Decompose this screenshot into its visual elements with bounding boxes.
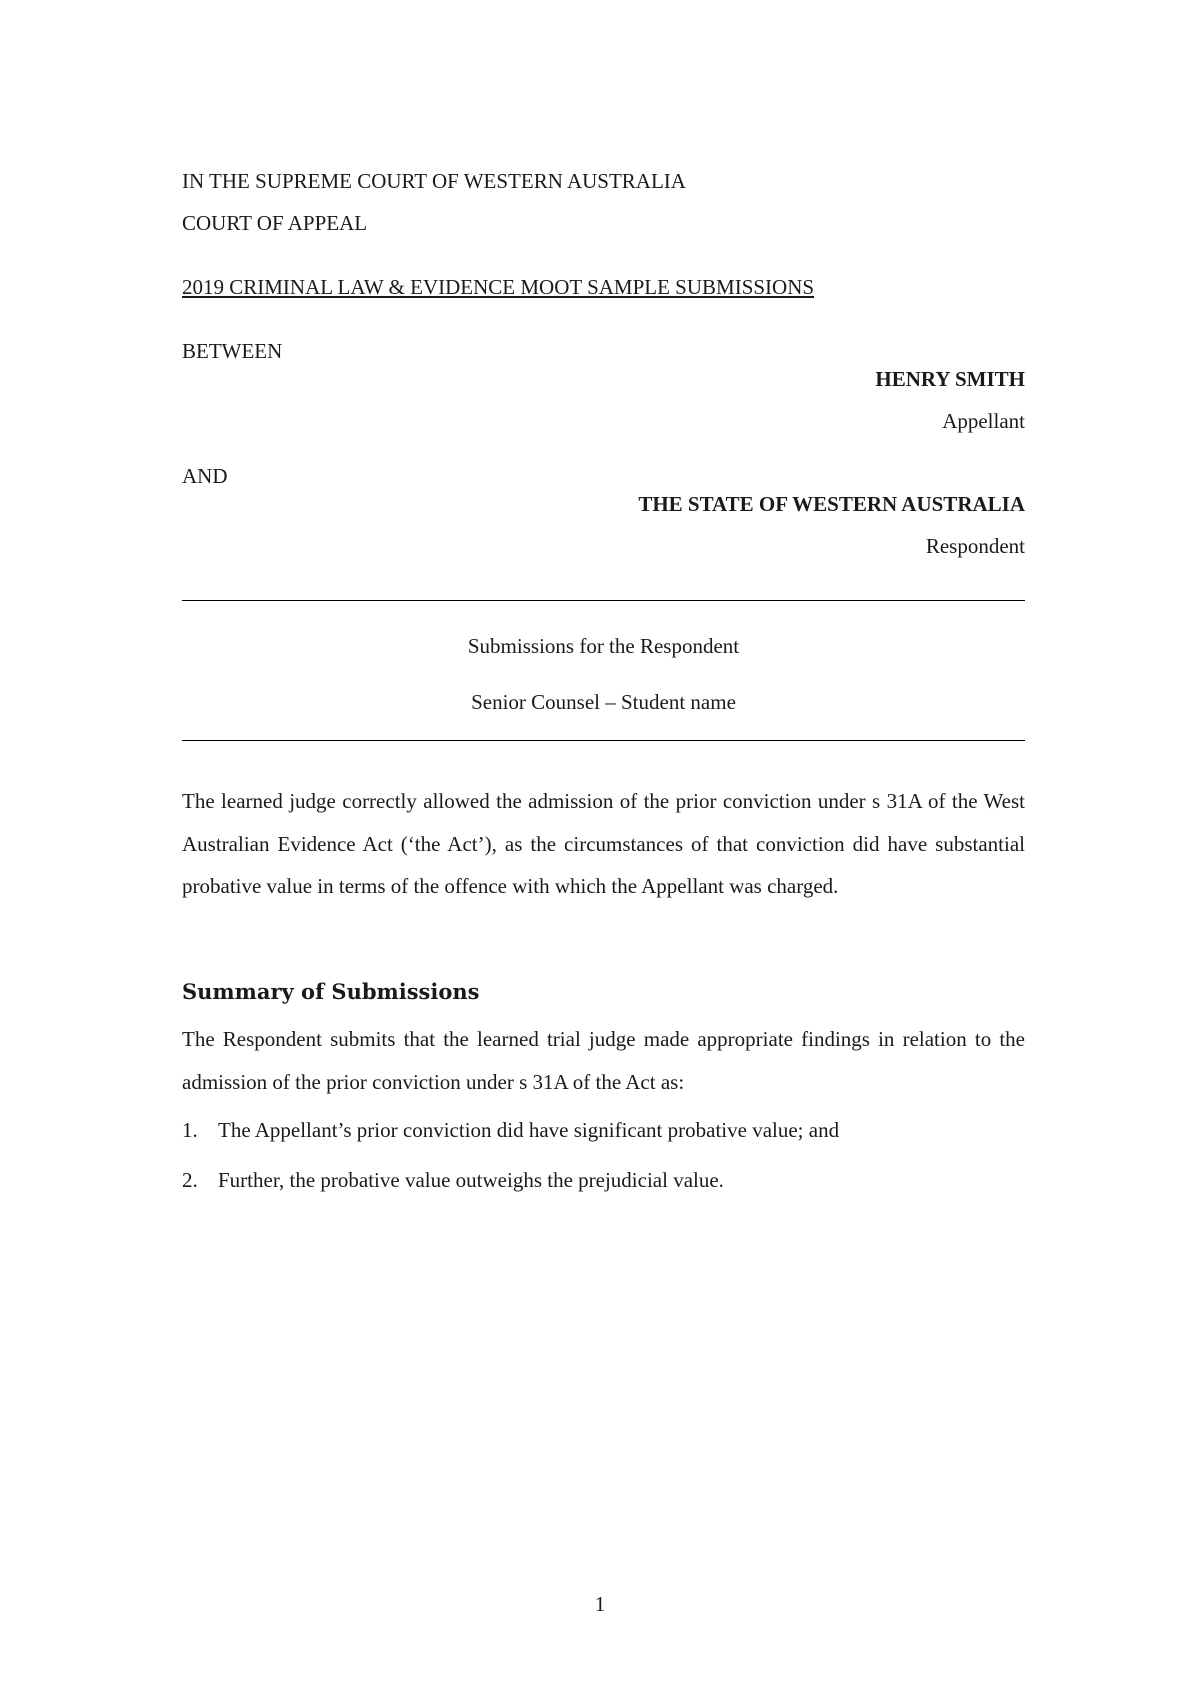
list-item [182,1116,1025,1144]
list-number: 2. [182,1168,198,1192]
list-number: 1. [182,1118,198,1142]
between-label: BETWEEN [182,339,283,363]
list-text: Further, the probative value outweighs the prejudicial value. [218,1168,724,1192]
and-label: AND [182,464,228,488]
intro-paragraph: The learned judge correctly allowed the admission of the prior conviction under s 31A of the West Australian Evidence Act (‘the Act’), as the circumstances of that conviction did have substantial probative value in terms of the offence with which the Appellant was charged. [182,789,1025,898]
page-number: 1 [594,1592,606,1616]
respondent-name: THE STATE OF WESTERN AUSTRALIA [638,492,1025,516]
list-item [182,1166,1025,1194]
summary-heading: Summary of Submissions [182,979,480,1004]
submission-title: Submissions for the Respondent [467,634,740,658]
appellant-role: Appellant [942,409,1025,433]
appellant-name: HENRY SMITH [875,367,1025,391]
summary-paragraph: The Respondent submits that the learned trial judge made appropriate findings in relation to the admission of the prior conviction under s 31A of the Act as: [182,1027,1025,1094]
court-name-line: IN THE SUPREME COURT OF WESTERN AUSTRALIA [182,169,686,193]
list-text: The Appellant’s prior conviction did have significant probative value; and [218,1118,840,1142]
moot-title: 2019 CRIMINAL LAW & EVIDENCE MOOT SAMPLE SUBMISSIONS [182,275,815,299]
respondent-role: Respondent [925,534,1025,558]
top-divider [182,600,1025,601]
counsel-line: Senior Counsel – Student name [471,690,736,714]
court-division-line: COURT OF APPEAL [182,211,368,235]
bottom-divider [182,740,1025,741]
